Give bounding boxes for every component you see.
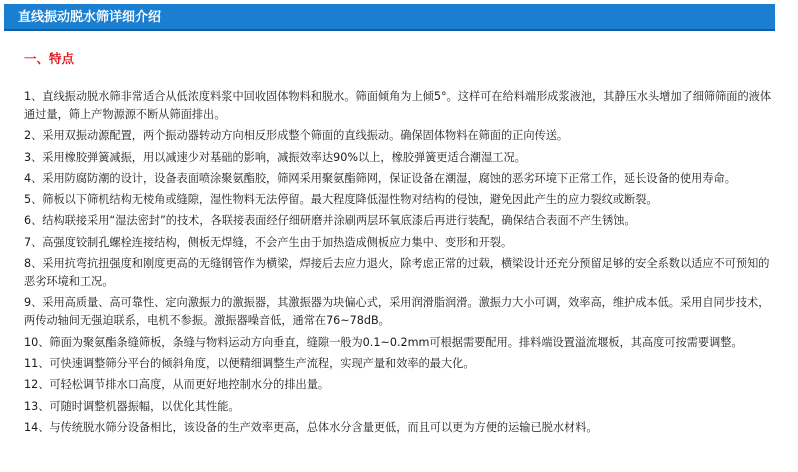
feature-item-8: 8、采用抗弯抗扭强度和刚度更高的无缝钢管作为横梁，焊接后去应力退火，除考虑正常的过载，横梁设计还充分预留足够的安全系数以适应不可预知的恶劣环境和工况。 — [24, 257, 770, 289]
feature-item-11: 11、可快速调整筛分平台的倾斜角度，以便精细调整生产流程，实现产量和效率的最大化。 — [24, 356, 475, 370]
feature-item-7: 7、高强度铰制孔螺栓连接结构，侧板无焊缝，不会产生由于加热造成侧板应力集中、变形和开裂。 — [24, 235, 513, 249]
feature-item-1: 1、直线振动脱水筛非常适合从低浓度料浆中回收固体物料和脱水。筛面倾角为上倾5°。这样可在给料端形成浆液池，其静压水头增加了细筛筛面的液体通过量，筛上产物源源不断从筛面排出。 — [24, 90, 772, 121]
section-heading: 一、特点 — [24, 51, 75, 66]
feature-item-3: 3、采用橡胶弹簧减振，用以减速少对基础的影响，减振效率达90%以上，橡胶弹簧更适合潮湿工况。 — [24, 150, 526, 164]
section-title-bar — [4, 4, 775, 31]
feature-item-6: 6、结构联接采用“湿法密封”的技术，各联接表面经仔细研磨并涂刷两层环氧底漆后再进行装配，确保结合表面不产生锈蚀。 — [24, 214, 636, 228]
feature-item-5: 5、筛板以下筛机结构无棱角或缝隙，湿性物料无法停留。最大程度降低湿性物对结构的侵蚀，避免因此产生的应力裂纹或断裂。 — [24, 193, 658, 207]
feature-item-9: 9、采用高质量、高可靠性、定向激振力的激振器，其激振器为块偏心式，采用润滑脂润滑。激振力大小可调，效率高，维护成本低。采用自同步技术，两传动轴间无强迫联系，电机不参振。激振器噪音低，通常在76~78dB。 — [24, 296, 770, 328]
feature-item-2: 2、采用双振动源配置，两个振动器转动方向相反形成整个筛面的直线振动。确保固体物料在筛面的正向传送。 — [24, 129, 569, 143]
feature-item-4: 4、采用防腐防潮的设计，设备表面喷涂聚氨酯胶，筛网采用聚氨酯筛网，保证设备在潮湿，腐蚀的恶劣环境下正常工作，延长设备的使用寿命。 — [24, 171, 736, 185]
feature-item-13: 13、可随时调整机器振幅，以优化其性能。 — [24, 399, 240, 413]
feature-list — [24, 88, 776, 440]
feature-item-10: 10、筛面为聚氨酯条缝筛板，条缝与物料运动方向垂直，缝隙一般为0.1~0.2mm可根据需要配用。排料端设置溢流堰板，其高度可按需要调整。 — [24, 335, 743, 349]
feature-item-14: 14、与传统脱水筛分设备相比，该设备的生产效率更高，总体水分含量更低，而且可以更为方便的运输已脱水材料。 — [24, 420, 598, 434]
page-title: 直线振动脱水筛详细介绍 — [18, 10, 162, 25]
feature-item-12: 12、可轻松调节排水口高度，从而更好地控制水分的排出量。 — [24, 378, 330, 392]
